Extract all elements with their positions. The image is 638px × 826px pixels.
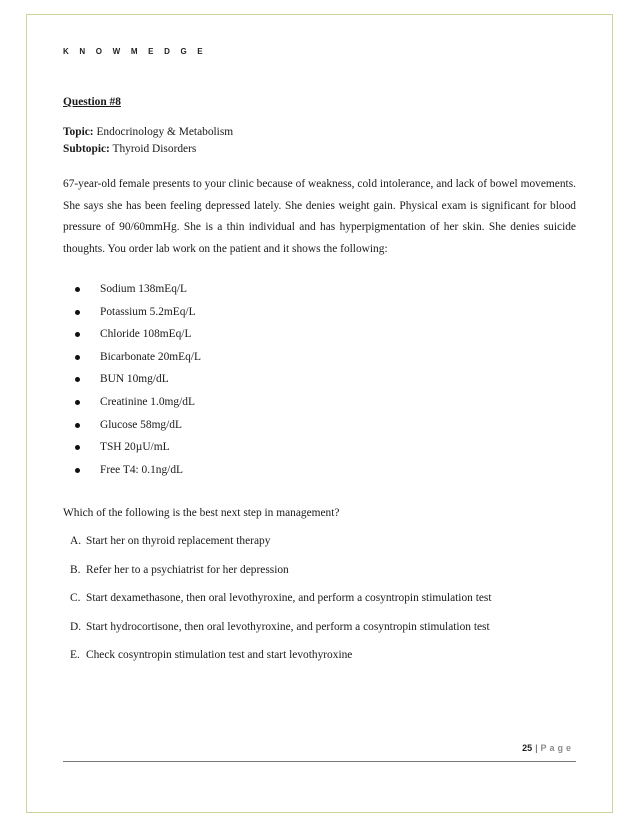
question-content xyxy=(63,96,576,669)
bullet-icon xyxy=(75,287,80,292)
bullet-icon xyxy=(75,400,80,405)
answer-option-c[interactable] xyxy=(63,584,576,612)
bullet-icon xyxy=(75,355,80,360)
clinical-vignette: 67-year-old female presents to your clinic because of weakness, cold intolerance, and lack of bowel movements. She says she has been feeling depressed lately. She denies weight gain. Physical exam is significant for blood pressure of 90/60mmHg. She is a thin individual and has hyperpigmentation of her skin. She denies suicide thoughts. You order lab work on the patient and it shows the following: xyxy=(63,178,576,255)
bullet-icon xyxy=(75,423,80,428)
bullet-icon xyxy=(75,445,80,450)
topic-label: Topic: xyxy=(63,126,94,138)
lab-item: Creatinine 1.0mg/dL xyxy=(63,391,576,414)
option-letter: D. xyxy=(70,620,82,633)
bullet-icon xyxy=(75,377,80,382)
question-prompt: Which of the following is the best next step in management? xyxy=(63,507,340,520)
subtopic-value: Thyroid Disorders xyxy=(112,143,197,155)
option-letter: C. xyxy=(70,592,81,605)
lab-item: BUN 10mg/dL xyxy=(63,368,576,391)
topic-line xyxy=(63,124,576,141)
footer-separator: | xyxy=(535,743,538,753)
lab-item: Bicarbonate 20mEq/L xyxy=(63,346,576,369)
question-title: Question #8 xyxy=(63,96,121,108)
lab-item: Chloride 108mEq/L xyxy=(63,323,576,346)
subtopic-label: Subtopic: xyxy=(63,143,110,155)
option-text: Start dexamethasone, then oral levothyroxine, and perform a cosyntropin stimulation test xyxy=(86,592,492,605)
lab-item: Free T4: 0.1ng/dL xyxy=(63,459,576,482)
bullet-icon xyxy=(75,468,80,473)
bullet-icon xyxy=(75,310,80,315)
page-number: 25 xyxy=(522,743,533,753)
option-text: Check cosyntropin stimulation test and start levothyroxine xyxy=(86,648,353,661)
option-letter: E. xyxy=(70,648,80,661)
subtopic-line xyxy=(63,141,576,158)
topic-value: Endocrinology & Metabolism xyxy=(96,126,234,138)
answer-options xyxy=(63,527,576,669)
lab-item: Sodium 138mEq/L xyxy=(63,278,576,301)
answer-option-a[interactable] xyxy=(63,527,576,555)
brand-header: K N O W M E D G E xyxy=(63,47,207,56)
lab-item: Potassium 5.2mEq/L xyxy=(63,301,576,324)
page-label: Page xyxy=(540,743,574,753)
option-letter: A. xyxy=(70,535,82,548)
lab-item: Glucose 58mg/dL xyxy=(63,414,576,437)
option-text: Start hydrocortisone, then oral levothyroxine, and perform a cosyntropin stimulation test xyxy=(86,620,490,633)
lab-results-list xyxy=(63,278,576,481)
answer-option-b[interactable] xyxy=(63,556,576,584)
lab-item: TSH 20µU/mL xyxy=(63,436,576,459)
answer-option-e[interactable] xyxy=(63,641,576,669)
option-text: Refer her to a psychiatrist for her depression xyxy=(86,563,289,576)
bullet-icon xyxy=(75,332,80,337)
option-letter: B. xyxy=(70,563,81,576)
page-footer xyxy=(522,743,574,753)
footer-divider xyxy=(63,761,576,762)
answer-option-d[interactable] xyxy=(63,613,576,641)
option-text: Start her on thyroid replacement therapy xyxy=(86,535,271,548)
